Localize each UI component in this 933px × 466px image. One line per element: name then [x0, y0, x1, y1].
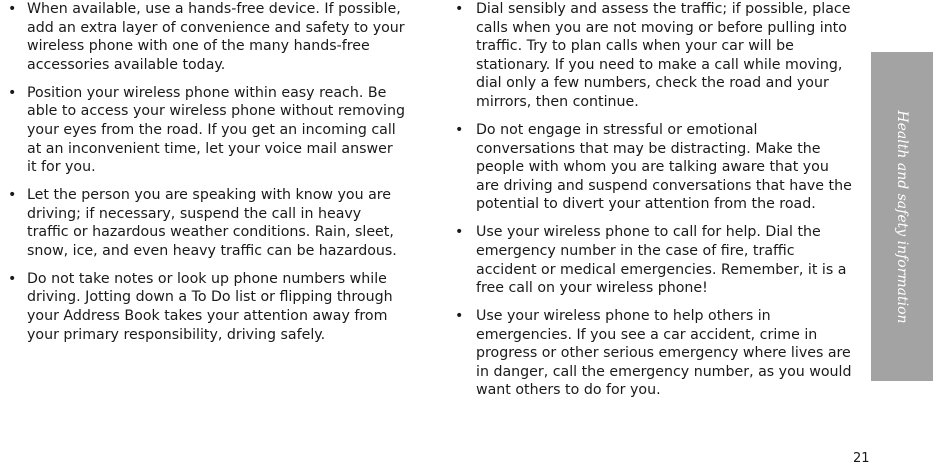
section-side-tab [871, 52, 933, 381]
bullet-icon: • [455, 308, 464, 325]
list-item-text: Do not take notes or look up phone numbers while driving. Jotting down a To Do list or flipping through your Address Book takes your attention away from your primary responsibility, driving safely. [27, 270, 393, 343]
bullet-icon: • [455, 121, 464, 138]
list-item-text: Use your wireless phone to help others in emergencies. If you see a car accident, crime in progress or other serious emergency where lives are in danger, call the emergency number, as you would want others to do for you. [476, 308, 852, 399]
list-item [8, 270, 406, 344]
bullet-icon: • [8, 187, 17, 204]
bullet-icon: • [8, 84, 17, 101]
list-item [455, 223, 855, 297]
list-item [455, 307, 855, 400]
list-item [455, 0, 855, 112]
list-item [8, 84, 406, 177]
section-title: Health and safety information [894, 109, 910, 324]
page-number: 21 [853, 451, 870, 466]
list-item [8, 0, 406, 74]
list-item [8, 186, 406, 260]
bullet-icon: • [8, 1, 17, 17]
list-item [455, 121, 855, 214]
list-item-text: Position your wireless phone within easy reach. Be able to access your wireless phone without removing your eyes from the road. If you get an incoming call at an inconvenient time, let your voice mail answer it for you. [27, 84, 405, 176]
list-item-text: Do not engage in stressful or emotional conversations that may be distracting. Make the people with whom you are talking aware that you are driving and suspend conversations that have the potential to divert your attention from the road. [476, 121, 852, 213]
bullet-icon: • [8, 270, 17, 287]
right-column-bullet-list [455, 0, 855, 409]
bullet-icon: • [455, 1, 464, 17]
bullet-icon: • [455, 224, 464, 241]
list-item-text: Use your wireless phone to call for help. Dial the emergency number in the case of fire, traffic accident or medical emergencies. Remember, it is a free call on your wireless phone! [476, 224, 847, 297]
left-column-bullet-list [8, 0, 406, 354]
list-item-text: When available, use a hands-free device. If possible, add an extra layer of convenience and safety to your wireless phone with one of the many hands-free accessories available today. [27, 1, 405, 73]
list-item-text: Dial sensibly and assess the traffic; if possible, place calls when you are not moving or before pulling into traffic. Try to plan calls when your car will be stationary. If you need to make a call while moving, dial only a few numbers, check the road and your mirrors, then continue. [476, 1, 851, 110]
list-item-text: Let the person you are speaking with know you are driving; if necessary, suspend the call in heavy traffic or hazardous weather conditions. Rain, sleet, snow, ice, and even heavy traffic can be hazardous. [27, 187, 397, 259]
